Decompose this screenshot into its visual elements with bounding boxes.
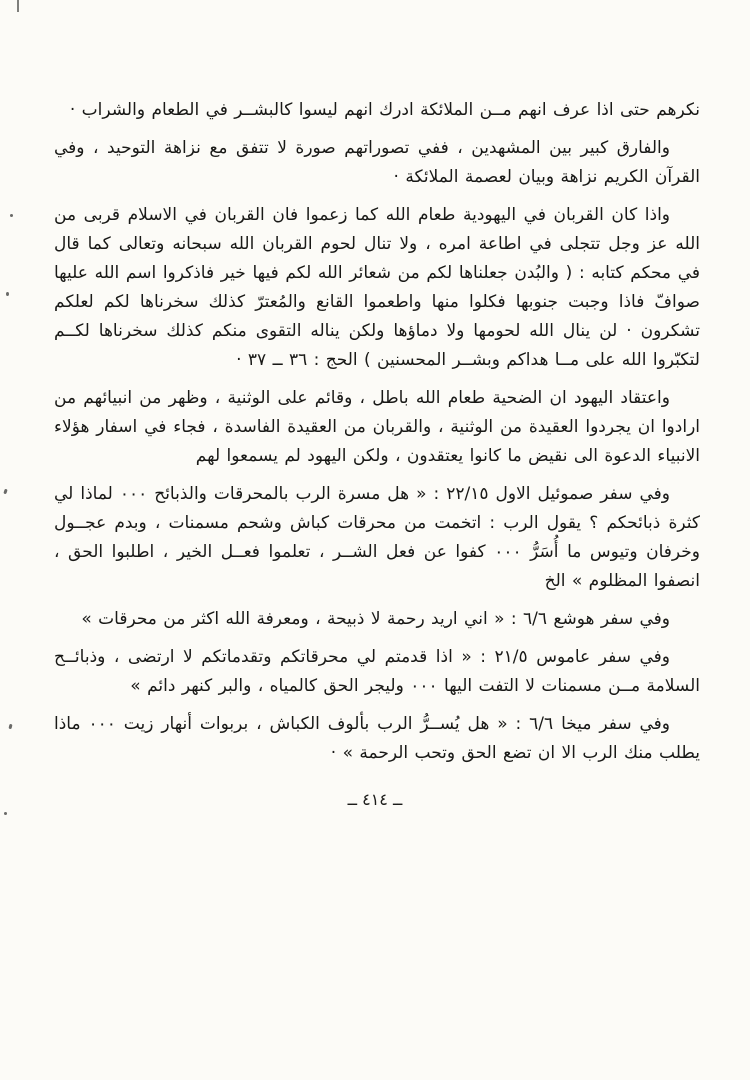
- scan-artifact-corner: [17, 0, 19, 12]
- paragraph-quran-hajj-quote: واذا كان القربان في اليهودية طعام الله كما زعموا فان القربان في الاسلام قربى من الله عز وجل تتجلى في اطاعة امره ، ولا تنال لحوم القربان الله سبحانه وتعالى كما قال في محكم كتابه : ( والبُدن جعلناها لكم من شعائر الله لكم فيها خير فاذكروا اسم الله عليها صوافّ فاذا وجبت جنوبها فكلوا منها واطعموا القانع والمُعترّ كذلك سخرناها لكم لعلكم تشكرون · لن ينال الله لحومها ولا دماؤها ولكن يناله التقوى منكم كذلك سخرناها لكــم لتكبّروا الله على مــا هداكم وبشــر المحسنين ) الحج : ٣٦ ــ ٣٧ ·: [54, 205, 700, 370]
- paragraph-jewish-belief: واعتقاد اليهود ان الضحية طعام الله باطل ، وقائم على الوثنية ، وظهر من انبيائهم من ارادوا ان يجردوا العقيدة من الوثنية ، والقربان من العقيدة الفاسدة ، فجاء في اسفار هؤلاء الانبياء الدعوة الى نقيض ما كانوا يعتقدون ، ولكن اليهود لم يسمعوا لهم: [54, 388, 700, 466]
- paragraph-amos-quote: وفي سفر عاموس ٢١/٥ : « اذا قدمتم لي محرقاتكم وتقدماتكم لا ارتضى ، وذبائــح السلامة مــن مسمنات لا التفت اليها ٠٠٠ وليجر الحق كالمياه ، والبر كنهر دائم »: [54, 647, 700, 696]
- paragraph-comparison: والفارق كبير بين المشهدين ، ففي تصوراتهم صورة لا تتفق مع نزاهة التوحيد ، وفي القرآن الكريم نزاهة وبيان لعصمة الملائكة ·: [54, 138, 700, 187]
- paragraph-hosea-quote: وفي سفر هوشع ٦/٦ : « اني اريد رحمة لا ذبيحة ، ومعرفة الله اكثر من محرقات »: [81, 609, 670, 629]
- paragraph-micah-quote: وفي سفر ميخا ٦/٦ : « هل يُســرُّ الرب بألوف الكباش ، بربوات أنهار زيت ٠٠٠ ماذا يطلب منك الرب الا ان تضع الحق وتحب الرحمة » ·: [54, 714, 700, 763]
- paragraph-angels-continuation: نكرهم حتى اذا عرف انهم مــن الملائكة ادرك انهم ليسوا كالبشــر في الطعام والشراب ·: [69, 100, 700, 120]
- scan-speck: [4, 812, 7, 815]
- page-number: ــ ٤١٤ ــ: [347, 790, 403, 809]
- scan-speck: [6, 292, 9, 296]
- scan-speck: [10, 214, 13, 217]
- paragraph-samuel-quote: وفي سفر صموئيل الاول ٢٢/١٥ : « هل مسرة الرب بالمحرقات والذبائح ٠٠٠ لماذا لي كثرة ذبائحكم ؟ يقول الرب : اتخمت من محرقات كباش وشحم مسمنات ، وبدم عجــول وخرفان وتيوس ما أُسَرُّ ٠٠٠ كفوا عن فعل الشــر ، تعلموا فعــل الخير ، اطلبوا الحق ، انصفوا المظلوم » الخ: [54, 484, 700, 591]
